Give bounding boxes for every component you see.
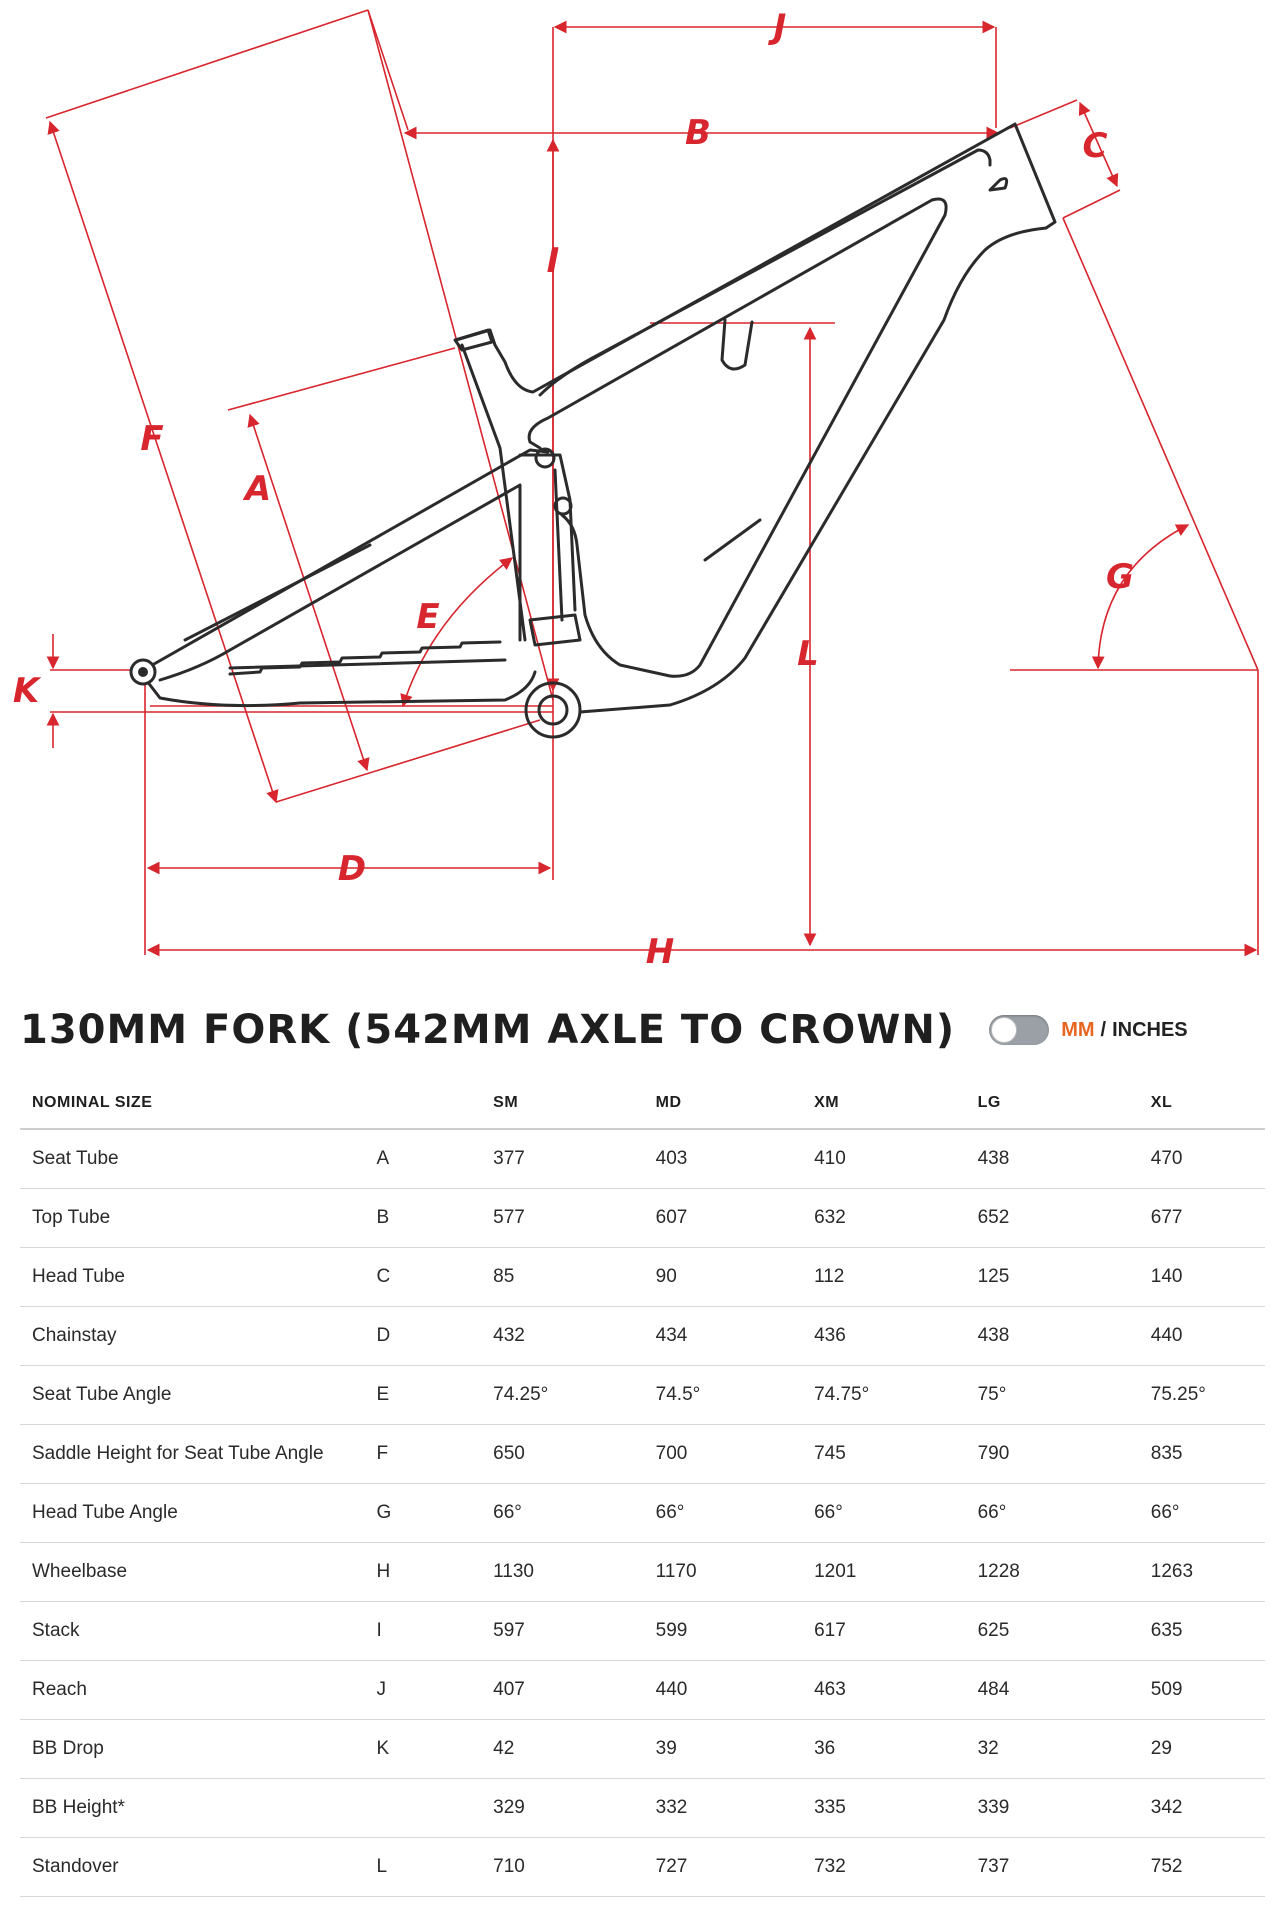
value-md: 700 <box>656 1425 814 1484</box>
table-row <box>20 1366 1265 1425</box>
value-xm: 463 <box>814 1661 978 1720</box>
value-xm: 632 <box>814 1189 978 1248</box>
value-xl: 470 <box>1151 1129 1265 1189</box>
fork-spec-title: 130MM FORK (542MM AXLE TO CROWN) <box>20 1007 956 1053</box>
value-sm: 74.25° <box>493 1366 656 1425</box>
measurement-label: BB Drop <box>20 1720 377 1779</box>
measurement-label: Head Tube <box>20 1248 377 1307</box>
measurement-label: Standover <box>20 1838 377 1897</box>
value-sm: 577 <box>493 1189 656 1248</box>
value-xm: 66° <box>814 1484 978 1543</box>
value-lg: 484 <box>978 1661 1151 1720</box>
measurement-code: D <box>377 1307 494 1366</box>
value-sm: 650 <box>493 1425 656 1484</box>
value-xl: 752 <box>1151 1838 1265 1897</box>
value-xl: 1263 <box>1151 1543 1265 1602</box>
dimension-label-j: J <box>773 7 787 47</box>
table-row <box>20 1779 1265 1838</box>
value-md: 66° <box>656 1484 814 1543</box>
value-xl: 509 <box>1151 1661 1265 1720</box>
measurement-code <box>377 1779 494 1838</box>
geometry-table-body <box>20 1129 1265 1897</box>
dimension-label-d: D <box>337 849 367 889</box>
dimension-label-c: C <box>1082 126 1108 166</box>
value-lg: 438 <box>978 1129 1151 1189</box>
value-md: 607 <box>656 1189 814 1248</box>
dimension-label-k: K <box>12 671 40 711</box>
table-row <box>20 1189 1265 1248</box>
value-xl: 835 <box>1151 1425 1265 1484</box>
value-xl: 635 <box>1151 1602 1265 1661</box>
measurement-code: K <box>377 1720 494 1779</box>
value-sm: 432 <box>493 1307 656 1366</box>
value-lg: 737 <box>978 1838 1151 1897</box>
unit-toggle-knob <box>991 1017 1017 1043</box>
geometry-table <box>20 1078 1265 1897</box>
value-xm: 732 <box>814 1838 978 1897</box>
value-sm: 407 <box>493 1661 656 1720</box>
dimension-label-e: E <box>416 597 440 637</box>
measurement-code: E <box>377 1366 494 1425</box>
measurement-code: J <box>377 1661 494 1720</box>
measurement-code: I <box>377 1602 494 1661</box>
value-xl: 140 <box>1151 1248 1265 1307</box>
value-sm: 710 <box>493 1838 656 1897</box>
table-row <box>20 1838 1265 1897</box>
value-xm: 1201 <box>814 1543 978 1602</box>
table-row <box>20 1129 1265 1189</box>
measurement-label: Head Tube Angle <box>20 1484 377 1543</box>
value-sm: 377 <box>493 1129 656 1189</box>
table-row <box>20 1543 1265 1602</box>
column-header-xm: XM <box>814 1078 978 1129</box>
column-header-md: MD <box>656 1078 814 1129</box>
measurement-label: Reach <box>20 1661 377 1720</box>
table-row <box>20 1661 1265 1720</box>
value-md: 74.5° <box>656 1366 814 1425</box>
dimension-label-f: F <box>140 419 164 459</box>
value-xm: 617 <box>814 1602 978 1661</box>
measurement-code: A <box>377 1129 494 1189</box>
value-lg: 32 <box>978 1720 1151 1779</box>
value-xm: 745 <box>814 1425 978 1484</box>
table-header-row <box>20 1078 1265 1129</box>
value-lg: 625 <box>978 1602 1151 1661</box>
measurement-code: B <box>377 1189 494 1248</box>
column-header-xl: XL <box>1151 1078 1265 1129</box>
unit-option-mm[interactable]: MM <box>1061 1018 1095 1041</box>
dimension-label-l: L <box>797 634 819 674</box>
value-md: 1170 <box>656 1543 814 1602</box>
value-xm: 36 <box>814 1720 978 1779</box>
measurement-code: L <box>377 1838 494 1897</box>
table-row <box>20 1484 1265 1543</box>
measurement-code: C <box>377 1248 494 1307</box>
value-md: 332 <box>656 1779 814 1838</box>
table-row <box>20 1248 1265 1307</box>
measurement-code: F <box>377 1425 494 1484</box>
value-lg: 438 <box>978 1307 1151 1366</box>
geometry-heading-row <box>20 1000 1260 1060</box>
value-xm: 74.75° <box>814 1366 978 1425</box>
value-lg: 652 <box>978 1189 1151 1248</box>
measurement-label: Saddle Height for Seat Tube Angle <box>20 1425 377 1484</box>
measurement-label: Stack <box>20 1602 377 1661</box>
dimension-label-h: H <box>645 932 675 965</box>
value-sm: 1130 <box>493 1543 656 1602</box>
value-lg: 339 <box>978 1779 1151 1838</box>
table-row <box>20 1720 1265 1779</box>
dimension-label-b: B <box>685 113 711 153</box>
value-sm: 85 <box>493 1248 656 1307</box>
measurement-label: Chainstay <box>20 1307 377 1366</box>
value-xm: 436 <box>814 1307 978 1366</box>
column-header-code <box>377 1078 494 1129</box>
value-md: 403 <box>656 1129 814 1189</box>
value-xl: 29 <box>1151 1720 1265 1779</box>
table-row <box>20 1425 1265 1484</box>
value-lg: 75° <box>978 1366 1151 1425</box>
value-xm: 410 <box>814 1129 978 1189</box>
measurement-code: H <box>377 1543 494 1602</box>
value-lg: 790 <box>978 1425 1151 1484</box>
unit-toggle[interactable] <box>989 1015 1187 1045</box>
value-lg: 66° <box>978 1484 1151 1543</box>
value-md: 440 <box>656 1661 814 1720</box>
unit-option-inches[interactable]: INCHES <box>1112 1018 1188 1041</box>
value-xl: 677 <box>1151 1189 1265 1248</box>
value-xl: 342 <box>1151 1779 1265 1838</box>
value-md: 727 <box>656 1838 814 1897</box>
measurement-code: G <box>377 1484 494 1543</box>
value-xl: 75.25° <box>1151 1366 1265 1425</box>
column-header-sm: SM <box>493 1078 656 1129</box>
value-md: 90 <box>656 1248 814 1307</box>
value-xl: 440 <box>1151 1307 1265 1366</box>
value-sm: 42 <box>493 1720 656 1779</box>
measurement-label: Top Tube <box>20 1189 377 1248</box>
value-lg: 125 <box>978 1248 1151 1307</box>
value-sm: 66° <box>493 1484 656 1543</box>
measurement-label: BB Height* <box>20 1779 377 1838</box>
value-md: 434 <box>656 1307 814 1366</box>
measurement-label: Wheelbase <box>20 1543 377 1602</box>
measurement-label: Seat Tube Angle <box>20 1366 377 1425</box>
unit-separator: / <box>1100 1018 1107 1041</box>
value-sm: 329 <box>493 1779 656 1838</box>
value-xm: 335 <box>814 1779 978 1838</box>
dimension-label-i: I <box>546 241 560 281</box>
value-md: 599 <box>656 1602 814 1661</box>
dimension-label-a: A <box>244 469 272 509</box>
value-md: 39 <box>656 1720 814 1779</box>
column-header-nominal-size: NOMINAL SIZE <box>20 1078 377 1129</box>
table-row <box>20 1307 1265 1366</box>
dimension-label-g: G <box>1106 557 1134 597</box>
measurement-label: Seat Tube <box>20 1129 377 1189</box>
table-row <box>20 1602 1265 1661</box>
value-xl: 66° <box>1151 1484 1265 1543</box>
value-sm: 597 <box>493 1602 656 1661</box>
value-xm: 112 <box>814 1248 978 1307</box>
column-header-lg: LG <box>978 1078 1151 1129</box>
value-lg: 1228 <box>978 1543 1151 1602</box>
unit-toggle-switch[interactable] <box>989 1015 1049 1045</box>
